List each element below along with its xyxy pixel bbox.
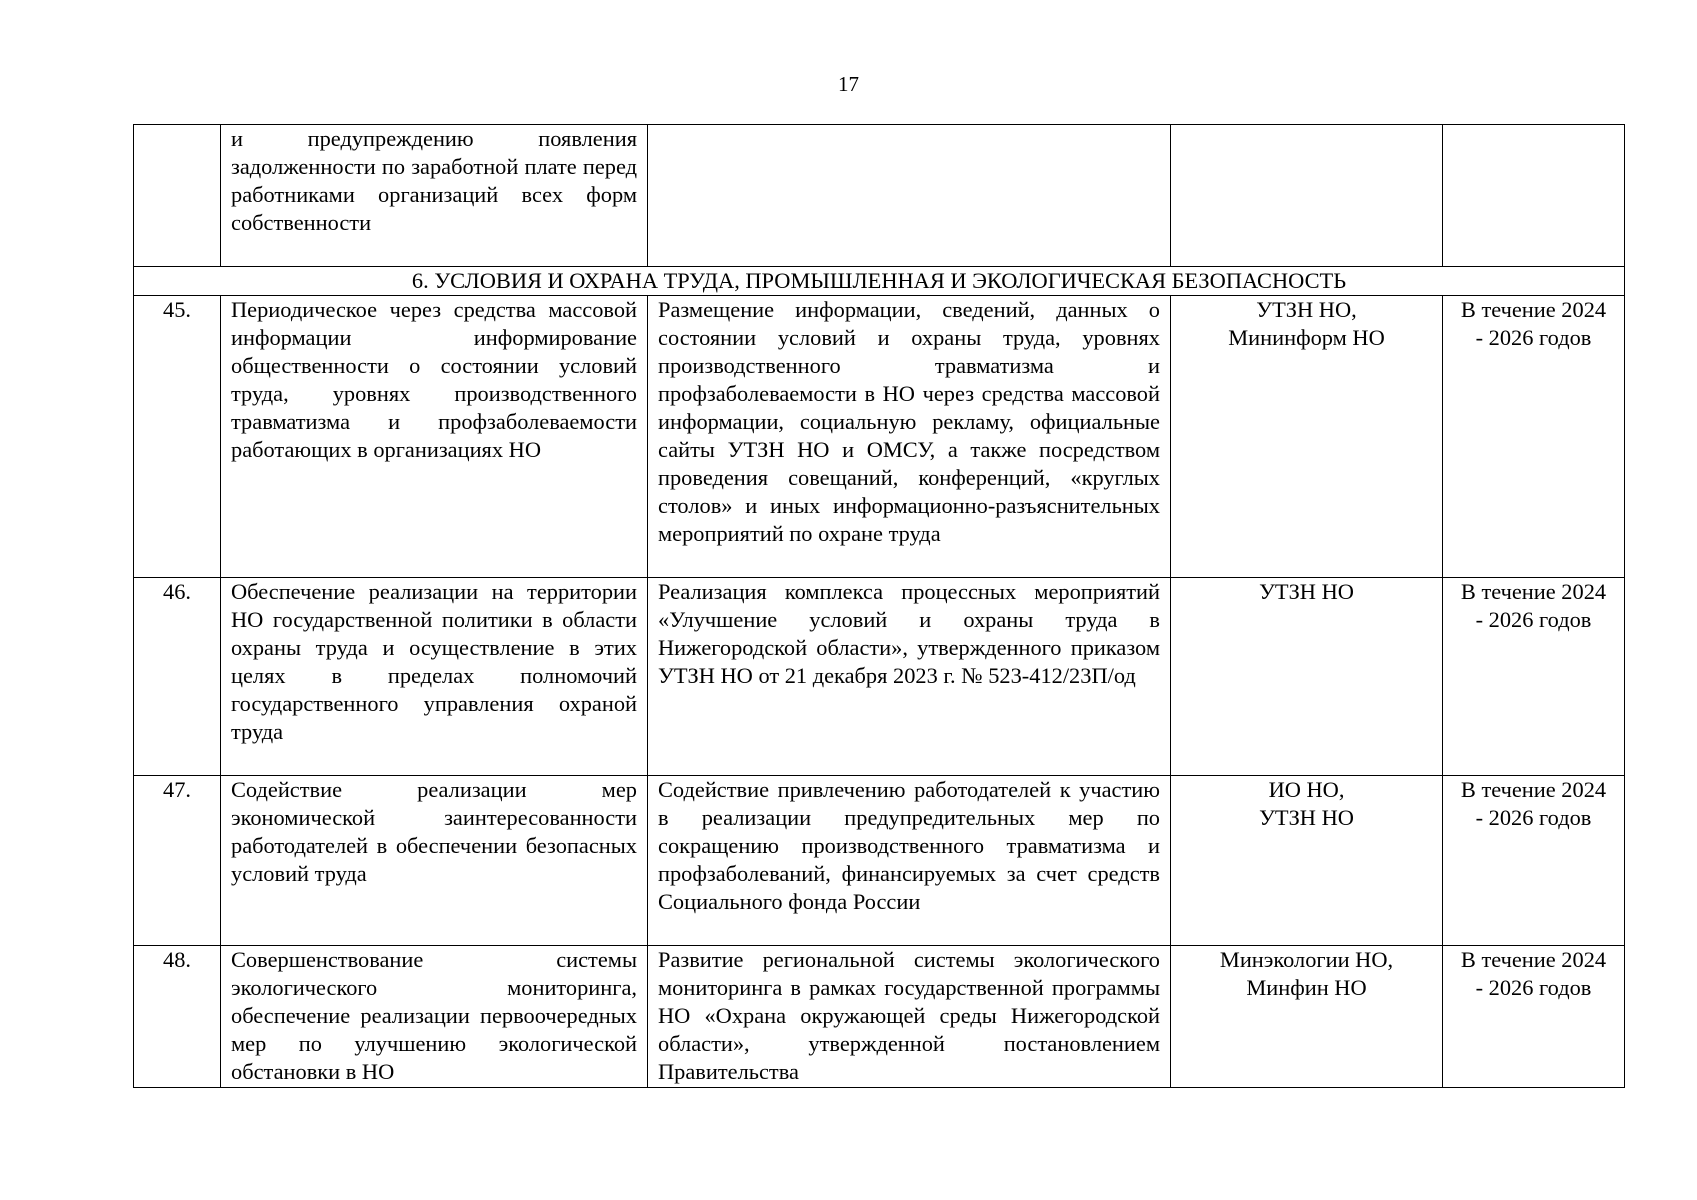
content-cell: Реализация комплекса процессных мероприятий «Улучшение условий и охраны труда в Нижегородской области», утвержденного приказом УТЗН НО от 21 декабря 2023 г. № 523-412/23П/од	[648, 578, 1171, 776]
responsible-cell	[1171, 296, 1443, 578]
term-line: В течение 2024	[1460, 947, 1607, 972]
term-cell	[1443, 946, 1625, 1088]
table-row	[134, 776, 1625, 946]
term-line: В течение 2024	[1460, 777, 1607, 802]
responsible-cell	[1171, 125, 1443, 267]
row-number: 47.	[134, 776, 221, 946]
content-cell	[648, 125, 1171, 267]
measures-table	[133, 124, 1625, 1088]
page-number: 17	[838, 72, 859, 96]
term-cell	[1443, 776, 1625, 946]
section-header-row	[134, 267, 1625, 296]
content-cell: Развитие региональной системы экологического мониторинга в рамках государственной программы НО «Охрана окружающей среды Нижегородской области», утвержденной постановлением Правительства	[648, 946, 1171, 1088]
table-row	[134, 578, 1625, 776]
content-cell: Содействие привлечению работодателей к участию в реализации предупредительных мер по сокращению производственного травматизма и профзаболеваний, финансируемых за счет средств Социального фонда России	[648, 776, 1171, 946]
activity-cell: Содействие реализации мер экономической заинтересованности работодателей в обеспечении безопасных условий труда	[221, 776, 648, 946]
row-number: 48.	[134, 946, 221, 1088]
table-row	[134, 296, 1625, 578]
row-number	[134, 125, 221, 267]
term-line: В течение 2024	[1460, 579, 1607, 604]
responsible-line: Минэкологии НО,	[1219, 947, 1394, 972]
responsible-line: ИО НО,	[1268, 777, 1345, 802]
responsible-line: Минфин НО	[1246, 975, 1367, 1000]
activity-cell: и предупреждению появления задолженности по заработной плате перед работниками организаций всех форм собственности	[221, 125, 648, 267]
term-line: - 2026 годов	[1475, 325, 1592, 350]
table-row	[134, 946, 1625, 1088]
responsible-cell	[1171, 578, 1443, 776]
activity-cell: Совершенствование системы экологического мониторинга, обеспечение реализации первоочередных мер по улучшению экологической обстановки в НО	[221, 946, 648, 1088]
term-line: - 2026 годов	[1475, 805, 1592, 830]
responsible-line: Мининформ НО	[1228, 325, 1385, 350]
row-number: 45.	[134, 296, 221, 578]
term-cell	[1443, 296, 1625, 578]
activity-cell: Периодическое через средства массовой информации информирование общественности о состоянии условий труда, уровнях производственного травматизма и профзаболеваемости работающих в организациях НО	[221, 296, 648, 578]
term-cell	[1443, 578, 1625, 776]
responsible-cell	[1171, 776, 1443, 946]
term-line: - 2026 годов	[1475, 607, 1592, 632]
term-line: В течение 2024	[1460, 297, 1607, 322]
section-title: 6. УСЛОВИЯ И ОХРАНА ТРУДА, ПРОМЫШЛЕННАЯ И ЭКОЛОГИЧЕСКАЯ БЕЗОПАСНОСТЬ	[134, 267, 1625, 296]
row-number: 46.	[134, 578, 221, 776]
responsible-line: УТЗН НО	[1259, 805, 1354, 830]
responsible-line: УТЗН НО	[1259, 579, 1354, 604]
term-cell	[1443, 125, 1625, 267]
responsible-line: УТЗН НО,	[1256, 297, 1357, 322]
content-cell: Размещение информации, сведений, данных о состоянии условий и охраны труда, уровнях производственного травматизма и профзаболеваемости в НО через средства массовой информации, социальную рекламу, официальные сайты УТЗН НО и ОМСУ, а также посредством проведения совещаний, конференций, «круглых столов» и иных информационно-разъяснительных мероприятий по охране труда	[648, 296, 1171, 578]
table-row-continued	[134, 125, 1625, 267]
activity-cell: Обеспечение реализации на территории НО государственной политики в области охраны труда и осуществление в этих целях в пределах полномочий государственного управления охраной труда	[221, 578, 648, 776]
term-line: - 2026 годов	[1475, 975, 1592, 1000]
responsible-cell	[1171, 946, 1443, 1088]
